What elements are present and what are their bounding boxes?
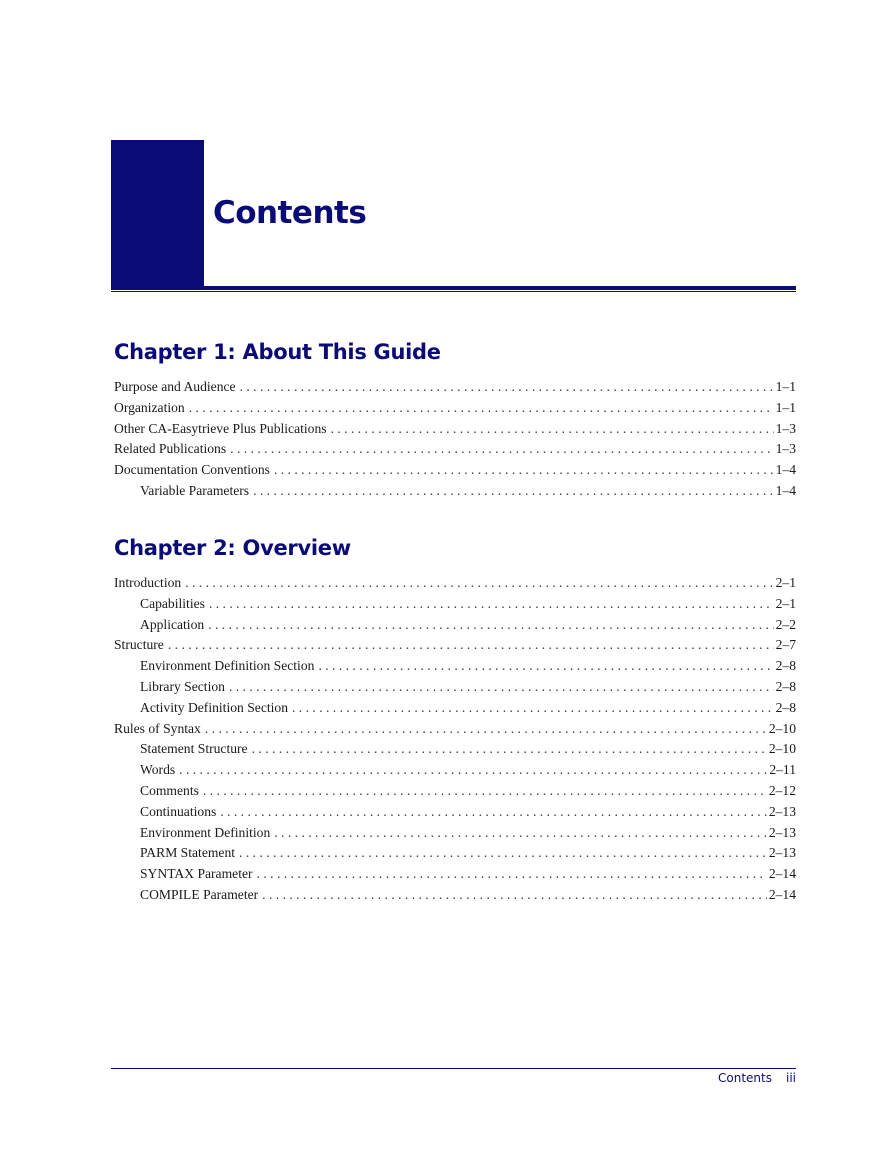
dot-leader (292, 698, 774, 719)
toc-entry-page: 2–8 (775, 658, 796, 674)
toc-entry-label: Organization (114, 399, 185, 415)
toc-entry[interactable] (114, 635, 796, 656)
toc-entry-label: COMPILE Parameter (140, 886, 259, 902)
dot-leader (168, 635, 774, 656)
dot-leader (318, 656, 773, 677)
chapter-1-section (114, 338, 796, 502)
title-rule-thin (111, 291, 796, 292)
page-footer (718, 1071, 796, 1085)
toc-entry-label: Rules of Syntax (114, 720, 201, 736)
toc-entry-label: Related Publications (114, 441, 227, 457)
toc-entry[interactable] (114, 739, 796, 760)
dot-leader (209, 594, 774, 615)
toc-entry-page: 2–1 (775, 575, 796, 590)
chapter-1-toc (114, 377, 796, 502)
dot-leader (252, 739, 767, 760)
toc-entry-page: 2–10 (768, 741, 796, 757)
toc-entry-label: Other CA-Easytrieve Plus Publications (114, 420, 327, 436)
chapter-2-heading: Chapter 2: Overview (114, 536, 351, 560)
dot-leader (203, 781, 767, 802)
dot-leader (239, 843, 767, 864)
dot-leader (220, 802, 767, 823)
toc-entry[interactable] (114, 481, 796, 502)
dot-leader (262, 885, 767, 906)
toc-entry[interactable] (114, 377, 796, 398)
toc-entry[interactable] (114, 460, 796, 481)
toc-entry-page: 2–7 (775, 637, 796, 653)
toc-entry-page: 2–8 (775, 678, 796, 694)
toc-entry-page: 1–4 (775, 462, 796, 478)
chapter-header-block (111, 140, 204, 287)
toc-entry[interactable] (114, 398, 796, 419)
dot-leader (189, 398, 774, 419)
dot-leader (205, 719, 767, 740)
toc-entry-label: Introduction (114, 575, 182, 590)
toc-entry-label: Environment Definition Section (140, 658, 315, 674)
toc-entry-page: 1–1 (775, 379, 796, 394)
toc-entry[interactable] (114, 760, 796, 781)
toc-entry-page: 2–8 (775, 699, 796, 715)
toc-entry-page: 2–13 (768, 845, 796, 861)
toc-entry[interactable] (114, 719, 796, 740)
chapter-2-section (114, 534, 796, 906)
toc-entry-label: Statement Structure (140, 741, 248, 757)
toc-entry[interactable] (114, 677, 796, 698)
toc-entry[interactable] (114, 573, 796, 594)
toc-entry-page: 2–2 (775, 616, 796, 632)
toc-entry-label: Variable Parameters (140, 482, 250, 498)
footer-page-number: iii (785, 1071, 796, 1085)
toc-entry-label: Words (140, 762, 176, 778)
toc-entry-label: Continuations (140, 803, 217, 819)
dot-leader (253, 481, 774, 502)
toc-entry[interactable] (114, 864, 796, 885)
page-title: Contents (213, 195, 367, 231)
toc-entry[interactable] (114, 802, 796, 823)
toc-entry-page: 1–3 (775, 420, 796, 436)
toc-entry-label: Capabilities (140, 595, 205, 611)
toc-entry-page: 1–3 (775, 441, 796, 457)
toc-entry-label: Purpose and Audience (114, 379, 236, 394)
toc-entry[interactable] (114, 698, 796, 719)
toc-entry[interactable] (114, 656, 796, 677)
toc-entry[interactable] (114, 419, 796, 440)
toc-entry-label: Library Section (140, 678, 225, 694)
toc-entry-page: 2–11 (769, 762, 796, 778)
footer-section-label: Contents (718, 1071, 772, 1085)
toc-entry[interactable] (114, 885, 796, 906)
toc-entry-page: 2–10 (768, 720, 796, 736)
toc-entry[interactable] (114, 439, 796, 460)
toc-entry-label: PARM Statement (140, 845, 236, 861)
toc-entry-page: 1–4 (775, 482, 796, 498)
dot-leader (179, 760, 767, 781)
chapter-2-toc (114, 573, 796, 906)
toc-entry[interactable] (114, 843, 796, 864)
toc-entry[interactable] (114, 594, 796, 615)
toc-entry-page: 2–12 (768, 782, 796, 798)
title-rule-thick (111, 286, 796, 290)
dot-leader (208, 615, 773, 636)
toc-entry-label: SYNTAX Parameter (140, 866, 253, 882)
toc-entry-label: Comments (140, 782, 199, 798)
toc-entry-page: 2–13 (768, 824, 796, 840)
toc-entry-label: Activity Definition Section (140, 699, 288, 715)
toc-entry-label: Application (140, 616, 205, 632)
footer-rule (111, 1068, 796, 1069)
toc-entry[interactable] (114, 615, 796, 636)
dot-leader (185, 573, 773, 594)
toc-entry[interactable] (114, 781, 796, 802)
toc-entry-page: 2–14 (768, 866, 796, 882)
toc-entry-page: 2–1 (775, 595, 796, 611)
toc-entry-label: Environment Definition (140, 824, 271, 840)
dot-leader (274, 823, 767, 844)
chapter-1-heading: Chapter 1: About This Guide (114, 340, 441, 364)
dot-leader (230, 439, 773, 460)
toc-entry-label: Structure (114, 637, 164, 653)
toc-entry-label: Documentation Conventions (114, 462, 270, 478)
toc-entry[interactable] (114, 823, 796, 844)
dot-leader (229, 677, 774, 698)
dot-leader (257, 864, 767, 885)
dot-leader (274, 460, 774, 481)
dot-leader (331, 419, 774, 440)
toc-entry-page: 2–13 (768, 803, 796, 819)
dot-leader (240, 377, 774, 398)
toc-entry-page: 2–14 (768, 886, 796, 902)
toc-entry-page: 1–1 (775, 399, 796, 415)
